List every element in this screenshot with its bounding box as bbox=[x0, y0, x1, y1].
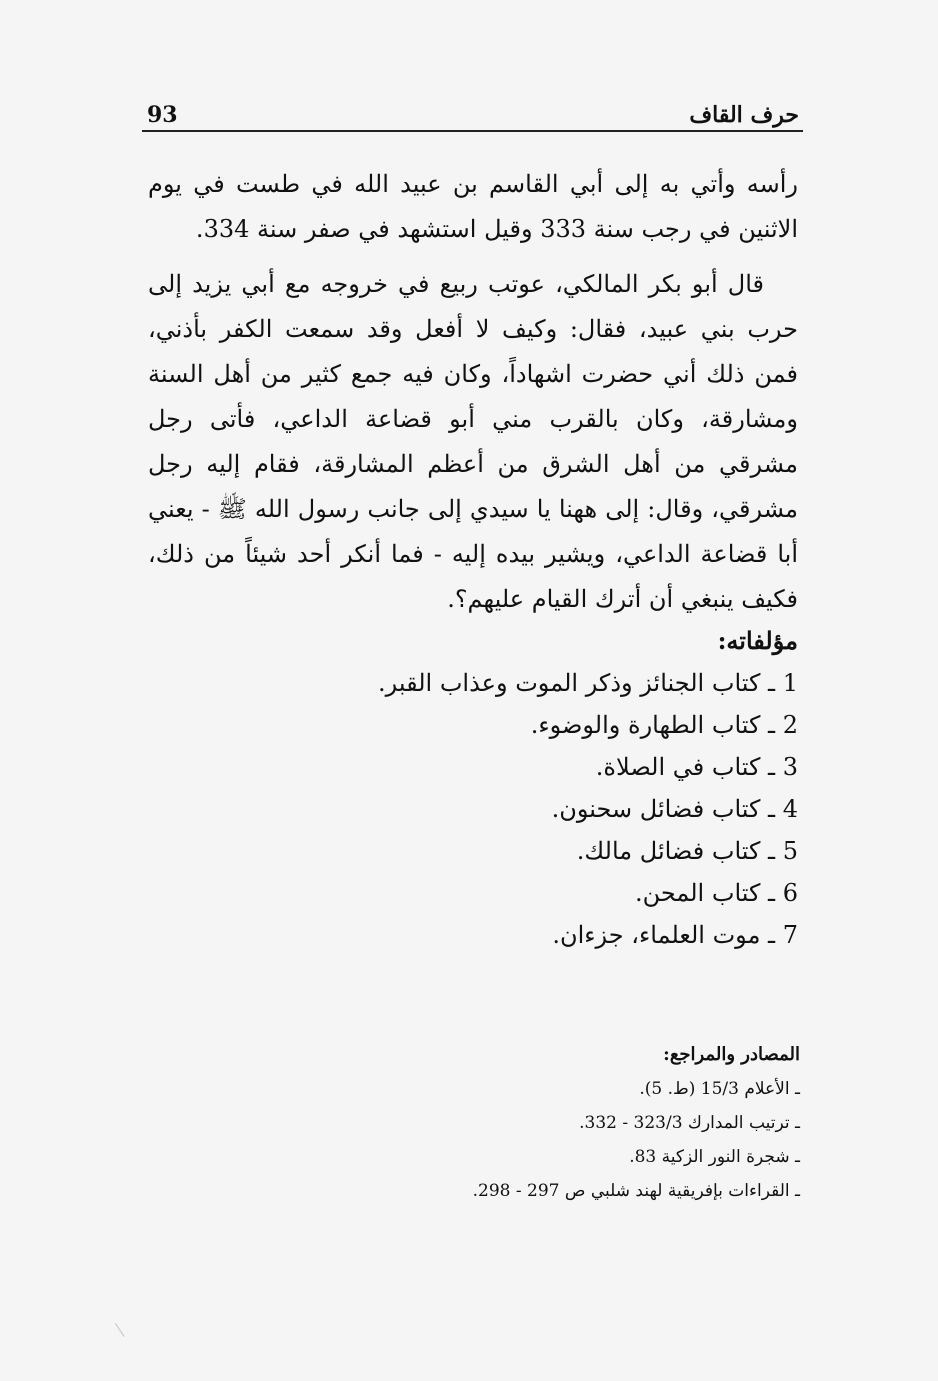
work-item: 7 ـ موت العلماء، جزءان. bbox=[552, 921, 798, 949]
sources-section bbox=[360, 1038, 800, 1208]
works-section bbox=[148, 622, 798, 956]
source-item: ـ الأعلام 15/3 (ط. 5). bbox=[639, 1079, 800, 1099]
work-item: 2 ـ كتاب الطهارة والوضوء. bbox=[530, 711, 798, 739]
sources-heading: المصادر والمراجع: bbox=[663, 1044, 800, 1065]
main-text bbox=[148, 162, 798, 622]
work-item: 6 ـ كتاب المحن. bbox=[634, 879, 798, 907]
scan-mark bbox=[115, 1315, 136, 1337]
header-rule bbox=[142, 130, 803, 132]
sources-list bbox=[360, 1072, 800, 1208]
works-heading: مؤلفاته: bbox=[717, 626, 798, 655]
page-number: 93 bbox=[147, 102, 178, 128]
work-item: 5 ـ كتاب فضائل مالك. bbox=[576, 837, 798, 865]
page-header bbox=[142, 98, 803, 132]
works-list bbox=[148, 662, 798, 956]
work-item: 4 ـ كتاب فضائل سحنون. bbox=[551, 795, 798, 823]
work-item: 3 ـ كتاب في الصلاة. bbox=[595, 753, 798, 781]
source-item: ـ شجرة النور الزكية 83. bbox=[629, 1147, 800, 1167]
source-item: ـ القراءات بإفريقية لهند شلبي ص 297 - 298. bbox=[472, 1181, 800, 1201]
body-paragraph-1: رأسه وأتي به إلى أبي القاسم بن عبيد الله في طست في يوم الاثنين في رجب سنة 333 وقيل استشهد في صفر سنة 334. bbox=[148, 170, 798, 243]
running-head: حرف القاف bbox=[689, 102, 799, 128]
work-item: 1 ـ كتاب الجنائز وذكر الموت وعذاب القبر. bbox=[377, 669, 798, 697]
body-paragraph-2: قال أبو بكر المالكي، عوتب ربيع في خروجه مع أبي يزيد إلى حرب بني عبيد، فقال: وكيف لا أفعل وقد سمعت الكفر بأذني، فمن ذلك أني حضرت اشهاداً، وكان فيه جمع كثير من أهل السنة ومشارقة، وكان بالقرب مني أبو قضاعة الداعي، فأتى رجل مشرقي من أهل الشرق من أعظم المشارقة، فقام إليه رجل مشرقي، وقال: إلى ههنا يا سيدي إلى جانب رسول الله ﷺ - يعني أبا قضاعة الداعي، ويشير بيده إليه - فما أنكر أحد شيئاً من ذلك، فكيف ينبغي أن أترك القيام عليهم؟. bbox=[148, 270, 798, 613]
source-item: ـ ترتيب المدارك 323/3 - 332. bbox=[579, 1113, 800, 1133]
